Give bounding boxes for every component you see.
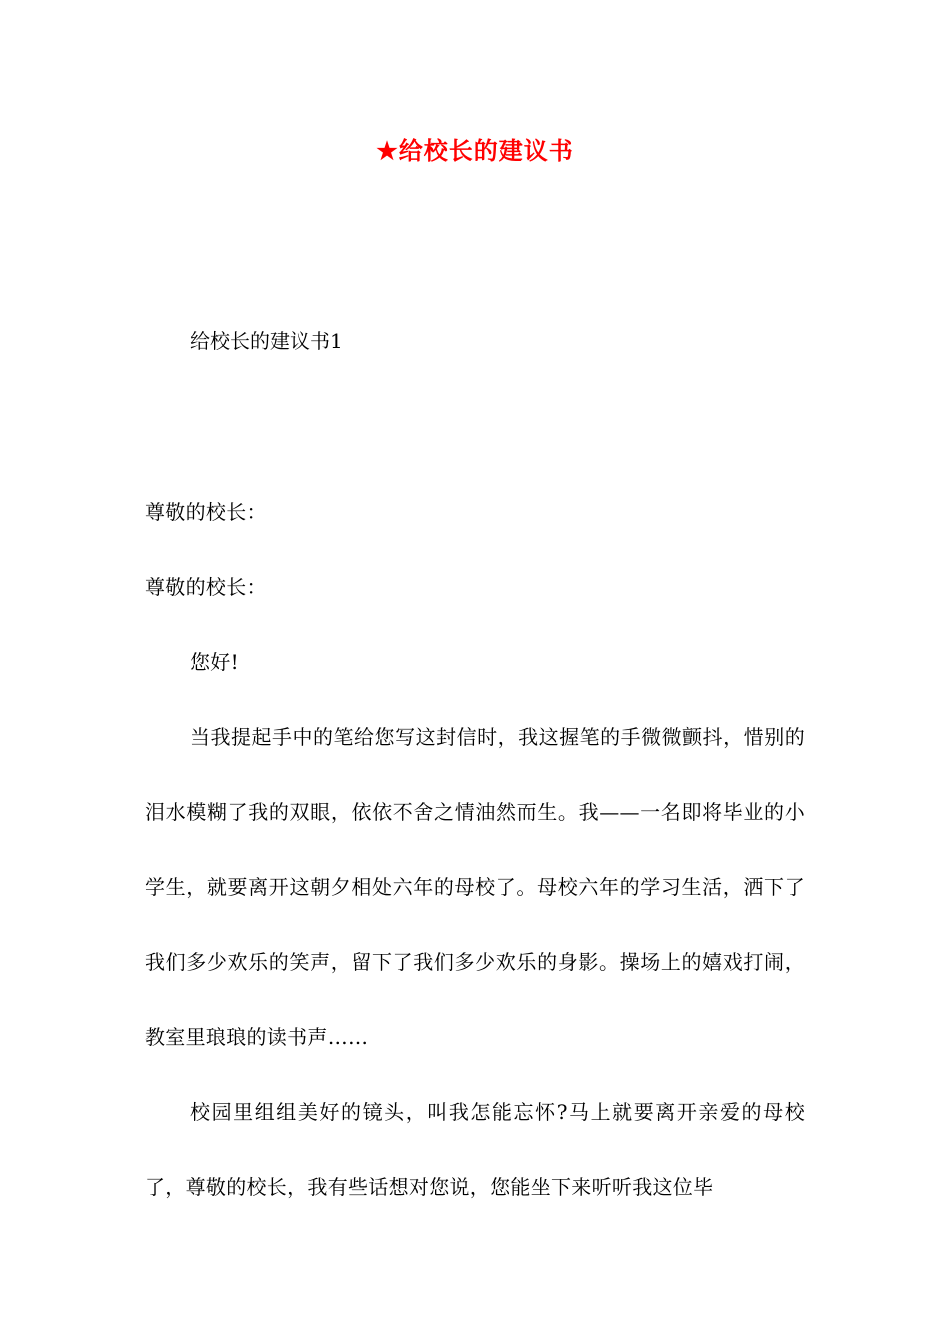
spacer (145, 360, 805, 475)
body-paragraph: 校园里组组美好的镜头，叫我怎能忘怀?马上就要离开亲爱的母校了，尊敬的校长，我有些话想对您说，您能坐下来听听我这位毕 (145, 1100, 805, 1199)
document-title (0, 133, 950, 169)
document-body (145, 322, 805, 1225)
section-heading: 给校长的建议书1 (190, 329, 343, 353)
star-icon: ★ (376, 136, 399, 165)
salutation-line: 尊敬的校长： (145, 500, 267, 524)
body-paragraph: 当我提起手中的笔给您写这封信时，我这握笔的手微微颤抖，惜别的泪水模糊了我的双眼，依依不舍之情油然而生。我——一名即将毕业的小学生，就要离开这朝夕相处六年的母校了。母校六年的学习生活，洒下了我们多少欢乐的笑声，留下了我们多少欢乐的身影。操场上的嬉戏打闹，教室里琅琅的读书声…… (145, 725, 805, 1049)
greeting-line: 您好! (190, 650, 239, 674)
document-title-text: 给校长的建议书 (398, 136, 574, 165)
salutation-line: 尊敬的校长： (145, 575, 267, 599)
